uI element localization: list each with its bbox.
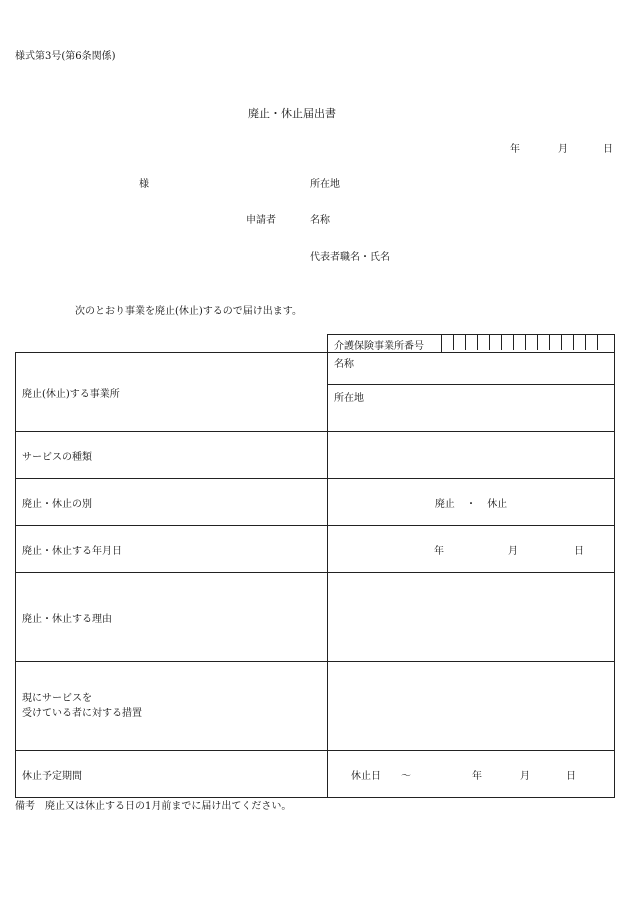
office-number-label: 介護保険事業所番号 xyxy=(334,341,424,352)
office-label: 廃止(休止)する事業所 xyxy=(16,353,328,432)
date-field[interactable] xyxy=(328,526,615,573)
kind-field[interactable] xyxy=(328,479,615,526)
office-name-label: 名称 xyxy=(334,359,354,370)
service-type-field[interactable] xyxy=(328,432,615,479)
office-address-label: 所在地 xyxy=(334,393,364,404)
period-label: 休止予定期間 xyxy=(16,751,328,798)
measures-label-line1: 現にサービスを xyxy=(22,692,92,704)
measures-field[interactable] xyxy=(328,662,615,751)
office-name-field[interactable] xyxy=(328,353,615,385)
kind-label: 廃止・休止の別 xyxy=(16,479,328,526)
measures-label-line2: 受けている者に対する措置 xyxy=(22,708,142,719)
kind-separator: ・ xyxy=(466,498,476,510)
document-title: 廃止・休止届出書 xyxy=(248,107,336,120)
period-day: 日 xyxy=(566,770,576,782)
intro-text: 次のとおり事業を廃止(休止)するので届け出ます。 xyxy=(75,306,303,317)
service-type-label: サービスの種類 xyxy=(16,432,328,479)
period-month: 月 xyxy=(520,770,530,782)
measures-label xyxy=(16,662,328,751)
form-number: 様式第3号(第6条関係) xyxy=(15,51,116,62)
applicant-name-label: 名称 xyxy=(310,215,330,226)
date-label: 廃止・休止する年月日 xyxy=(16,526,328,573)
date-field-year: 年 xyxy=(434,545,444,557)
applicant-representative-label: 代表者職名・氏名 xyxy=(310,252,390,263)
reason-label: 廃止・休止する理由 xyxy=(16,573,328,662)
reason-field[interactable] xyxy=(328,573,615,662)
kind-abolish-option[interactable]: 廃止 xyxy=(434,498,455,510)
applicant-address-label: 所在地 xyxy=(310,179,340,190)
office-number-cell xyxy=(328,335,615,353)
date-day-label: 日 xyxy=(603,144,613,155)
date-month-label: 月 xyxy=(558,144,568,155)
notification-table xyxy=(15,334,615,798)
date-field-month: 月 xyxy=(508,545,518,557)
date-year-label: 年 xyxy=(510,144,520,155)
applicant-label: 申請者 xyxy=(246,215,276,226)
period-field[interactable] xyxy=(328,751,615,798)
period-year: 年 xyxy=(472,770,482,782)
period-tilde: ～ xyxy=(401,770,411,782)
date-field-day: 日 xyxy=(574,545,584,557)
note-text: 備考 廃止又は休止する日の1月前までに届け出てください。 xyxy=(15,801,292,812)
kind-suspend-option[interactable]: 休止 xyxy=(487,498,508,510)
period-start-label: 休止日 xyxy=(351,770,381,782)
office-address-field[interactable] xyxy=(328,385,615,432)
addressee-sama: 様 xyxy=(139,179,149,190)
office-number-boxes[interactable] xyxy=(441,335,609,352)
